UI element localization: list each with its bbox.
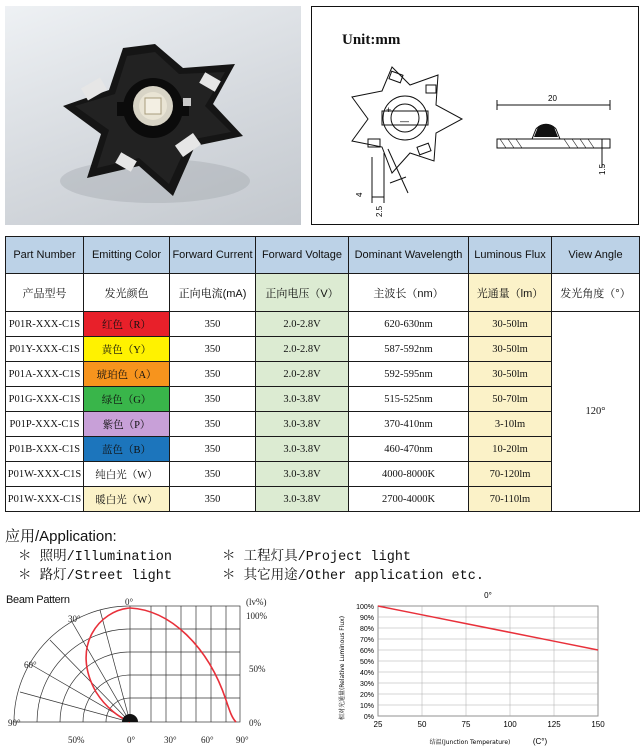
wavelength-cell: 587-592nm [349,337,469,362]
color-cell: 绿色（G） [84,387,170,412]
view-angle-cell: 120° [552,312,640,512]
y-tick-label: 60% [359,648,374,655]
col-header: Part Number [6,237,84,274]
col-header-cn: 主波长（nm） [349,274,469,312]
col-header: Dominant Wavelength [349,237,469,274]
y-tick-label: 20% [359,692,374,699]
part-number-cell: P01R-XXX-C1S [6,312,84,337]
color-cell: 紫色（P） [84,412,170,437]
beam-pct-label: 0% [249,718,261,728]
flux-cell: 70-120lm [469,462,552,487]
x-tick-label: 100 [503,720,517,729]
beam-angle-label: 0° [125,597,134,607]
table-row [6,337,640,362]
y-tick-label: 90% [359,615,374,622]
part-number-cell: P01Y-XXX-C1S [6,337,84,362]
col-header-cn: 发光颜色 [84,274,170,312]
voltage-cell: 2.0-2.8V [256,337,349,362]
col-header-cn: 光通量（lm） [469,274,552,312]
x-tick-label: 25 [373,720,383,729]
beam-bottom-label: 60° [201,735,214,745]
application-item: ＊ 照明/Illumination [18,550,172,565]
dim-height-label: 1.5 [598,163,607,175]
current-cell: 350 [170,337,256,362]
part-number-cell: P01W-XXX-C1S [6,487,84,512]
beam-unit-label: (lv%) [246,597,267,607]
flux-cell: 10-20lm [469,437,552,462]
y-tick-label: 80% [359,626,374,633]
voltage-cell: 3.0-3.8V [256,437,349,462]
led-star-board-image [5,6,301,225]
current-cell: 350 [170,387,256,412]
application-title: 应用/Application: [5,528,117,545]
x-tick-label: 50 [417,720,427,729]
part-number-cell: P01A-XXX-C1S [6,362,84,387]
voltage-cell: 2.0-2.8V [256,362,349,387]
voltage-cell: 2.0-2.8V [256,312,349,337]
part-number-cell: P01G-XXX-C1S [6,387,84,412]
application-item: ＊ 其它用途/Other application etc. [222,569,484,584]
table-header-cn-row [6,274,640,312]
wavelength-cell: 592-595nm [349,362,469,387]
application-item: ＊ 工程灯具/Project light [222,550,412,565]
beam-bottom-label: 50% [68,735,85,745]
wavelength-cell: 515-525nm [349,387,469,412]
y-tick-label: 50% [359,659,374,666]
x-axis-title: 结温(Junction Temperature) [429,739,511,746]
color-cell: 蓝色（B） [84,437,170,462]
col-header: Luminous Flux [469,237,552,274]
wavelength-cell: 620-630nm [349,312,469,337]
current-cell: 350 [170,312,256,337]
product-photo [5,6,301,225]
dim-b-label: 2.5 [375,205,384,217]
voltage-cell: 3.0-3.8V [256,387,349,412]
col-header: Forward Current [170,237,256,274]
table-row [6,387,640,412]
flux-cell: 30-50lm [469,362,552,387]
col-header: View Angle [552,237,640,274]
flux-cell: 70-110lm [469,487,552,512]
col-header-cn: 正向电流(mA) [170,274,256,312]
application-item: ＊ 路灯/Street light [18,569,172,584]
table-row [6,412,640,437]
voltage-cell: 3.0-3.8V [256,487,349,512]
y-tick-label: 30% [359,681,374,688]
color-cell: 琥珀色（A） [84,362,170,387]
col-header-cn: 发光角度（°） [552,274,640,312]
beam-bottom-label: 30° [164,735,177,745]
current-cell: 350 [170,412,256,437]
beam-bottom-label: 0° [127,735,136,745]
beam-angle-label: 60° [24,660,37,670]
y-tick-label: 40% [359,670,374,677]
flux-cell: 50-70lm [469,387,552,412]
current-cell: 350 [170,437,256,462]
x-axis-unit: (C°) [532,737,548,746]
wavelength-cell: 2700-4000K [349,487,469,512]
drawing-figure [312,7,640,226]
part-number-cell: P01P-XXX-C1S [6,412,84,437]
chart-title: 0° [484,591,492,600]
y-tick-label: 10% [359,703,374,710]
col-header: Emitting Color [84,237,170,274]
col-header-cn: 正向电压（V） [256,274,349,312]
current-cell: 350 [170,487,256,512]
dim-a-label: 4 [355,192,364,197]
voltage-cell: 3.0-3.8V [256,412,349,437]
beam-bottom-label: 90° [236,735,249,745]
flux-temperature-chart [330,588,630,748]
color-cell: 红色（R） [84,312,170,337]
svg-text:+: + [386,105,392,115]
color-cell: 纯白光（W） [84,462,170,487]
x-tick-label: 125 [547,720,561,729]
y-tick-label: 70% [359,637,374,644]
table-row [6,312,640,337]
y-tick-label: 0% [363,714,374,721]
wavelength-cell: 4000-8000K [349,462,469,487]
current-cell: 350 [170,362,256,387]
flux-cell: 30-50lm [469,312,552,337]
unit-label: Unit:mm [342,32,401,48]
mechanical-drawing [311,6,639,225]
table-row [6,362,640,387]
beam-pattern-title: Beam Pattern [6,594,70,606]
flux-cell: 30-50lm [469,337,552,362]
table-row [6,487,640,512]
y-tick-label: 100% [356,604,374,611]
svg-text:—: — [400,116,409,126]
col-header: Forward Voltage [256,237,349,274]
beam-pct-label: 100% [246,611,267,621]
color-cell: 黄色（Y） [84,337,170,362]
y-axis-title: 相对光通量(Relative Luminous Flux) [339,615,346,721]
x-tick-label: 150 [591,720,605,729]
table-header-row [6,237,640,274]
x-tick-label: 75 [461,720,471,729]
table-row [6,462,640,487]
table-row [6,437,640,462]
dim-width-label: 20 [548,94,557,103]
beam-angle-label: 30° [68,614,81,624]
flux-cell: 3-10lm [469,412,552,437]
wavelength-cell: 460-470nm [349,437,469,462]
wavelength-cell: 370-410nm [349,412,469,437]
part-number-cell: P01B-XXX-C1S [6,437,84,462]
col-header-cn: 产品型号 [6,274,84,312]
part-number-cell: P01W-XXX-C1S [6,462,84,487]
color-cell: 暖白光（W） [84,487,170,512]
chart-grid [378,606,598,716]
current-cell: 350 [170,462,256,487]
voltage-cell: 3.0-3.8V [256,462,349,487]
spec-table [5,236,640,512]
beam-pct-label: 50% [249,664,266,674]
beam-angle-label: 90° [8,718,21,728]
